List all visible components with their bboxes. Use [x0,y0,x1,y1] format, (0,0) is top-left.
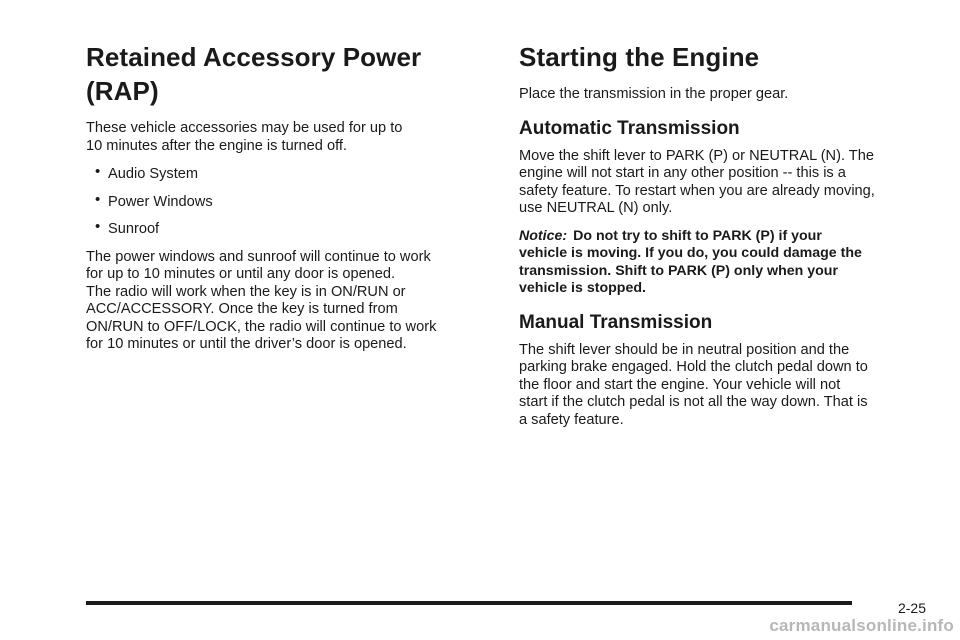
accessory-list [86,163,486,239]
starting-engine-heading: Starting the Engine [519,42,760,72]
automatic-body: Move the shift lever to PARK (P) or NEUTRAL (N). The engine will not start in any other position -- this is a safety feature. To restart when you are already moving, use NEUTRAL (N) only. [519,147,875,216]
notice-label: Notice: [519,227,568,244]
right-column [519,40,924,429]
bullet-icon: • [95,190,101,208]
left-column [86,40,486,354]
watermark-logo: carmanualsonline.info [769,616,954,635]
bullet-icon: • [95,218,101,235]
list-item [86,190,486,212]
footer-rule [86,601,852,605]
notice-text: Do not try to shift to PARK (P) if your vehicle is moving. If you do, you could damage the transmission. Shift to PARK (P) only when your vehicle is stopped. [519,227,862,296]
automatic-transmission-heading: Automatic Transmission [519,117,740,139]
list-item-label: Sunroof [108,221,160,237]
manual-body: The shift lever should be in neutral position and the parking brake engaged. Hold the clutch pedal down to the floor and start the engine. Your vehicle will not start if the clutch pedal is not all the way down. That is a safety feature. [519,341,868,428]
list-item [86,218,486,239]
rap-heading: Retained Accessory Power (RAP) [86,42,422,106]
starting-intro: Place the transmission in the proper gear. [519,86,789,102]
rap-intro: These vehicle accessories may be used for up to 10 minutes after the engine is turned off. [86,120,403,154]
rap-body: The power windows and sunroof will continue to work for up to 10 minutes or until any door is opened. The radio will work when the key is in ON/RUN or ACC/ACCESSORY. Once the key is turned from ON/RUN to OFF/LOCK, the radio will continue to work for 10 minutes or until the driver’s door is opened. [86,248,437,352]
list-item-label: Power Windows [108,193,213,210]
list-item-label: Audio System [108,166,199,182]
list-item [86,163,486,184]
bullet-icon: • [95,163,101,180]
manual-transmission-heading: Manual Transmission [519,311,713,333]
page-number: 2-25 [897,600,926,616]
notice-paragraph [519,228,924,298]
